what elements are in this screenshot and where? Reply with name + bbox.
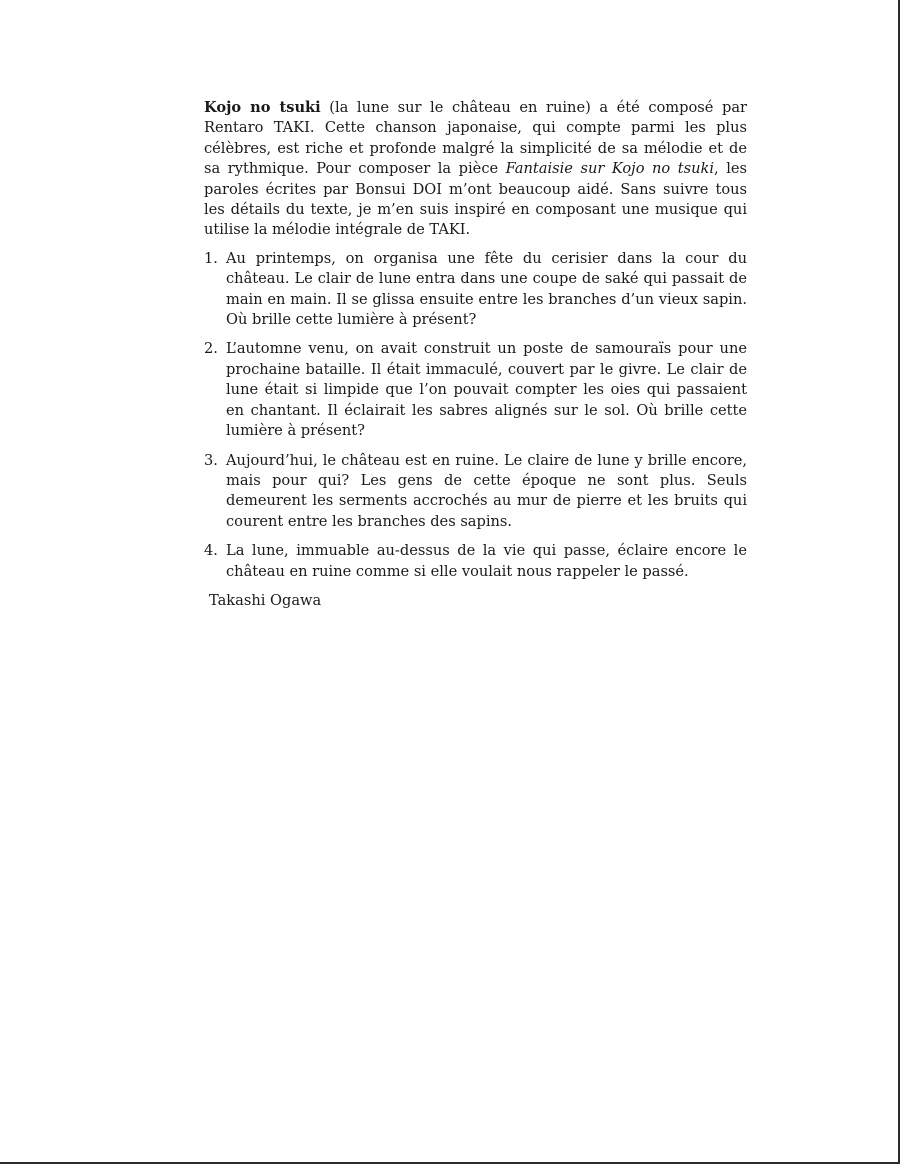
song-title: Kojo no tsuki bbox=[204, 99, 321, 116]
verse-number: 2. bbox=[204, 340, 218, 358]
verse-text: La lune, immuable au-dessus de la vie qui passe, éclaire encore le château en ruine comme si elle voulait nous rappeler le passé. bbox=[226, 542, 747, 580]
verse-text: Aujourd’hui, le château est en ruine. Le claire de lune y brille encore, mais pour qui? Les gens de cette époque ne sont plus. Seuls demeurent les serments accrochés au mur de pierre et les bruits qui courent entre les branches des sapins. bbox=[226, 451, 747, 530]
verse-number: 1. bbox=[204, 249, 218, 267]
intro-paragraph bbox=[204, 98, 747, 241]
verse-item bbox=[204, 339, 747, 441]
verse-number: 4. bbox=[204, 542, 218, 560]
verse-item bbox=[204, 451, 747, 533]
verse-item bbox=[204, 249, 747, 331]
verse-list bbox=[204, 249, 747, 582]
verse-number: 3. bbox=[204, 451, 218, 469]
work-title: Fantaisie sur Kojo no tsuki bbox=[505, 160, 715, 178]
verse-item bbox=[204, 541, 747, 582]
text-block bbox=[204, 98, 747, 611]
verse-text: Au printemps, on organisa une fête du cerisier dans la cour du château. Le clair de lune entra dans une coupe de saké qui passait de main en main. Il se glissa ensuite entre les branches d’un vieux sapin. Où brille cette lumière à présent? bbox=[226, 249, 747, 329]
verse-text: L’automne venu, on avait construit un poste de samouraïs pour une prochaine bataille. Il était immaculé, couvert par le givre. Le clair de lune était si limpide que l’on pouvait compter les oies qui passaient en chantant. Il éclairait les sabres alignés sur le sol. Où brille cette lumière à présent? bbox=[226, 340, 747, 440]
intro-text-part2: , les paroles écrites par Bonsui DOI m’ont beaucoup aidé. Sans suivre tous les détails du texte, je m’en suis inspiré en composant une musique qui utilise la mélodie intégrale de TAKI. bbox=[204, 160, 747, 239]
intro-text-part1: (la lune sur le château en ruine) a été composé par Rentaro TAKI. Cette chanson japonaise, qui compte parmi les plus célèbres, est riche et profonde malgré la simplicité de sa mélodie et de sa rythmique. Pour composer la pièce bbox=[204, 99, 747, 178]
author-signature: Takashi Ogawa bbox=[209, 591, 322, 609]
